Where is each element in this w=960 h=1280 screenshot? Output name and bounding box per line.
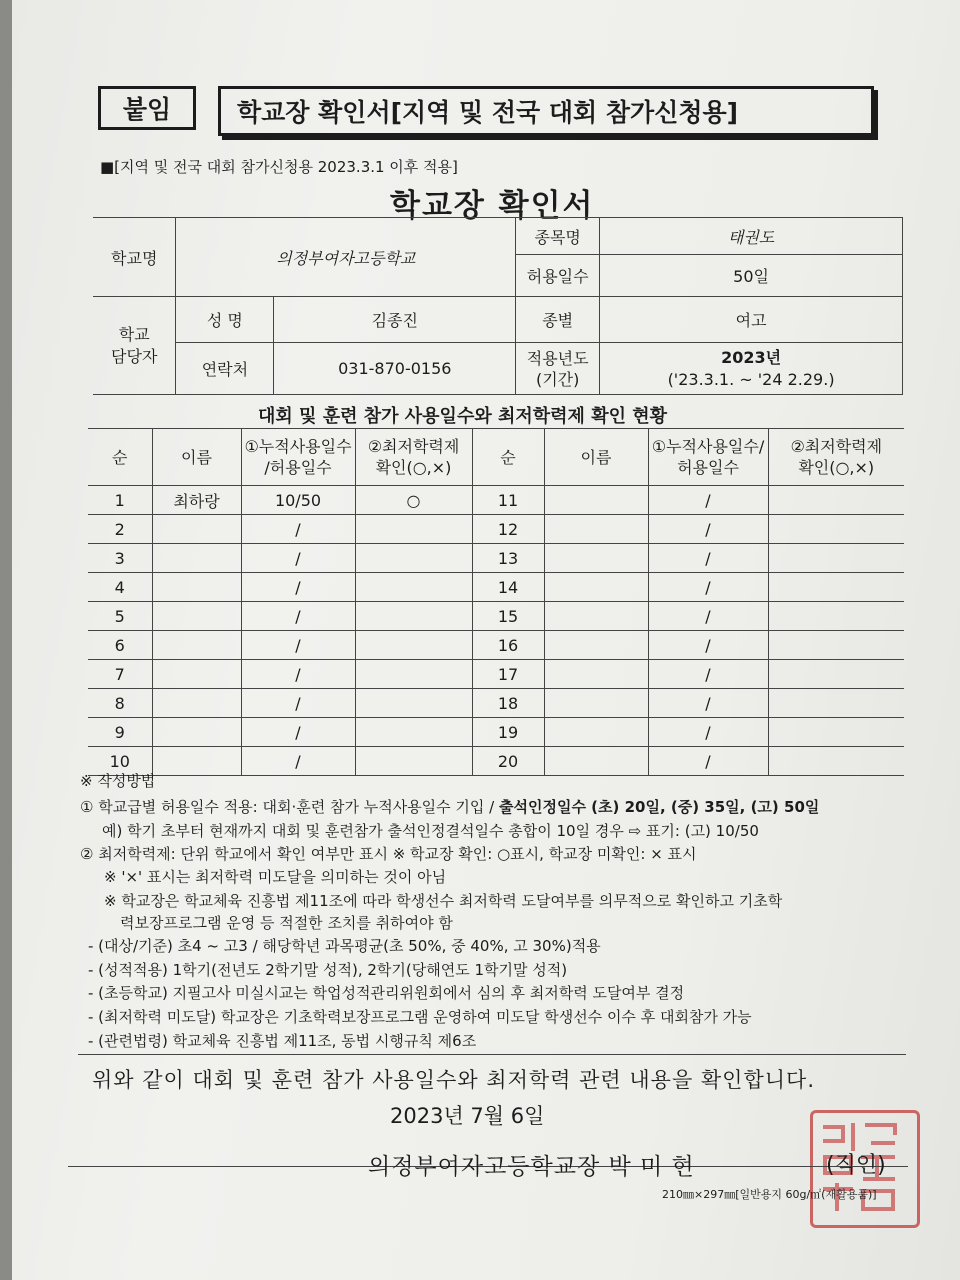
year-value — [600, 343, 903, 395]
seal-label: (직인) — [826, 1153, 886, 1178]
header-check-left-line1: ②최저학력제 — [367, 437, 460, 456]
row-name — [544, 544, 648, 573]
row-check — [768, 602, 904, 631]
row-days: / — [241, 747, 355, 776]
row-no: 4 — [88, 573, 152, 602]
header-name-left: 이름 — [152, 429, 241, 486]
row-name — [152, 544, 241, 573]
attachment-title: 학교장 확인서[지역 및 전국 대회 참가신청용] — [218, 86, 874, 136]
row-name — [152, 602, 241, 631]
applicability-note: ■[지역 및 전국 대회 참가신청용 2023.3.1 이후 적용] — [100, 158, 458, 176]
table-row — [88, 631, 904, 660]
row-no: 5 — [88, 602, 152, 631]
row-check — [768, 631, 904, 660]
attachment-label: 붙임 — [98, 86, 196, 130]
table-row — [88, 660, 904, 689]
name-value: 김종진 — [274, 297, 516, 343]
header-check-right-line2: 확인(○,×) — [798, 458, 875, 477]
instruction-line-11: - (관련법령) 학교체육 진흥법 제11조, 동법 시행규칙 제6조 — [88, 1032, 477, 1050]
document-title: 학교장 확인서 — [390, 188, 595, 224]
row-name — [544, 486, 648, 515]
row-days: / — [241, 544, 355, 573]
row-days: / — [241, 631, 355, 660]
paper-spec: 210㎜×297㎜[일반용지 60g/㎡(재활용품)] — [662, 1188, 877, 1201]
instruction-line-8: - (성적적용) 1학기(전년도 2학기말 성적), 2학기(당해연도 1학기말 성적) — [88, 961, 568, 979]
category-value: 여고 — [600, 297, 903, 343]
row-days: / — [241, 602, 355, 631]
year-label — [516, 343, 600, 395]
header-check-left-line2: 확인(○,×) — [375, 458, 452, 477]
row-name — [544, 573, 648, 602]
row-days: / — [648, 486, 768, 515]
manager-label-line1: 학교 — [118, 324, 150, 344]
row-days: / — [241, 660, 355, 689]
category-label: 종별 — [516, 297, 600, 343]
header-days-left — [241, 429, 355, 486]
row-name — [152, 660, 241, 689]
row-check — [768, 747, 904, 776]
participation-table — [88, 428, 904, 776]
instruction-line-10: - (최저학력 미도달) 학교장은 기초학력보장프로그램 운영하여 미도달 학생선수 이수 후 대회참가 가능 — [88, 1008, 752, 1026]
row-days: / — [648, 515, 768, 544]
row-no: 1 — [88, 486, 152, 515]
row-name — [152, 747, 241, 776]
row-check — [768, 515, 904, 544]
row-no: 15 — [472, 602, 544, 631]
table-row — [88, 486, 904, 515]
row-check — [355, 689, 472, 718]
row-no: 12 — [472, 515, 544, 544]
confirmation-statement: 위와 같이 대회 및 훈련 참가 사용일수와 최저학력 관련 내용을 확인합니다. — [92, 1068, 816, 1092]
header-days-right-line1: ①누적사용일수/ — [651, 437, 765, 456]
instruction-line-4: ※ '×' 표시는 최저학력 미도달을 의미하는 것이 아님 — [104, 868, 447, 886]
table-row — [88, 544, 904, 573]
school-name-value: 의정부여자고등학교 — [176, 218, 516, 297]
instruction-line-9: - (초등학교) 지필고사 미실시교는 학업성적관리위원회에서 심의 후 최저학력 도달여부 결정 — [88, 984, 685, 1002]
row-days: / — [648, 602, 768, 631]
row-days: / — [648, 747, 768, 776]
row-name — [544, 515, 648, 544]
contact-value: 031-870-0156 — [274, 343, 516, 395]
row-no: 8 — [88, 689, 152, 718]
name-label: 성 명 — [176, 297, 274, 343]
row-no: 6 — [88, 631, 152, 660]
row-no: 16 — [472, 631, 544, 660]
row-check — [355, 631, 472, 660]
row-check — [355, 515, 472, 544]
header-days-left-line2: /허용일수 — [264, 458, 332, 477]
row-no: 17 — [472, 660, 544, 689]
header-check-left — [355, 429, 472, 486]
sport-label: 종목명 — [516, 218, 600, 255]
header-days-right-line2: 허용일수 — [677, 458, 739, 477]
row-name: 최하랑 — [152, 486, 241, 515]
row-name — [544, 718, 648, 747]
row-no: 18 — [472, 689, 544, 718]
row-days: / — [241, 515, 355, 544]
row-days: / — [241, 689, 355, 718]
allowed-days-label: 허용일수 — [516, 255, 600, 297]
row-no: 19 — [472, 718, 544, 747]
instruction-line-7: - (대상/기준) 초4 ~ 고3 / 해당학년 과목평균(초 50%, 중 40%, 고 30%)적용 — [88, 937, 601, 955]
header-check-right-line1: ②최저학력제 — [790, 437, 883, 456]
row-check — [768, 689, 904, 718]
principal-signature: 의정부여자고등학교장 박 미 현 — [368, 1154, 695, 1180]
header-name-right: 이름 — [544, 429, 648, 486]
row-no: 10 — [88, 747, 152, 776]
header-no-left: 순 — [88, 429, 152, 486]
table-row — [88, 747, 904, 776]
row-check: ○ — [355, 486, 472, 515]
instruction-line-1 — [80, 796, 819, 817]
row-no: 11 — [472, 486, 544, 515]
manager-label-line2: 담당자 — [111, 346, 158, 366]
row-check — [768, 486, 904, 515]
year-label-line1: 적용년도 — [526, 348, 589, 368]
instruction-line-3: ② 최저학력제: 단위 학교에서 확인 여부만 표시 ※ 학교장 확인: ○표시, 학교장 미확인: × 표시 — [80, 845, 697, 863]
row-days: / — [648, 631, 768, 660]
manager-label — [93, 297, 176, 395]
instruction-line-2: 예) 학기 초부터 현재까지 대회 및 훈련참가 출석인정결석일수 총합이 10일 경우 ⇨ 표기: (고) 10/50 — [102, 822, 759, 840]
contact-label: 연락처 — [176, 343, 274, 395]
row-days: / — [648, 544, 768, 573]
row-check — [355, 544, 472, 573]
row-days: / — [648, 573, 768, 602]
row-name — [544, 747, 648, 776]
instruction-line-1a: ① 학교급별 허용일수 적용: 대회·훈련 참가 누적사용일수 기입 / — [80, 798, 499, 816]
header-no-right: 순 — [472, 429, 544, 486]
row-name — [152, 515, 241, 544]
row-days: / — [648, 689, 768, 718]
row-check — [355, 747, 472, 776]
table-row — [88, 515, 904, 544]
row-no: 9 — [88, 718, 152, 747]
row-days: 10/50 — [241, 486, 355, 515]
table-row — [88, 573, 904, 602]
row-no: 3 — [88, 544, 152, 573]
section-divider — [78, 1054, 906, 1055]
row-name — [152, 718, 241, 747]
header-days-left-line1: ①누적사용일수 — [244, 437, 352, 456]
row-check — [355, 660, 472, 689]
row-name — [152, 573, 241, 602]
row-check — [355, 573, 472, 602]
row-name — [544, 689, 648, 718]
row-name — [544, 602, 648, 631]
table-row — [88, 718, 904, 747]
header-days-right — [648, 429, 768, 486]
row-no: 2 — [88, 515, 152, 544]
row-no: 13 — [472, 544, 544, 573]
issue-date: 2023년 7월 6일 — [390, 1104, 545, 1128]
table-row — [88, 689, 904, 718]
row-days: / — [648, 660, 768, 689]
row-name — [152, 689, 241, 718]
instruction-line-5: ※ 학교장은 학교체육 진흥법 제11조에 따라 학생선수 최저학력 도달여부를 의무적으로 확인하고 기초학 — [104, 892, 783, 910]
row-check — [355, 718, 472, 747]
school-name-label: 학교명 — [93, 218, 176, 297]
instruction-line-6: 력보장프로그램 운영 등 적절한 조치를 취하여야 함 — [120, 914, 453, 932]
row-no: 20 — [472, 747, 544, 776]
allowed-days-value: 50일 — [600, 255, 903, 297]
row-days: / — [648, 718, 768, 747]
sport-value: 태권도 — [600, 218, 903, 255]
row-no: 14 — [472, 573, 544, 602]
table-row — [88, 602, 904, 631]
period-text: ('23.3.1. ~ '24 2.29.) — [667, 369, 835, 389]
header-check-right — [768, 429, 904, 486]
row-check — [355, 602, 472, 631]
row-check — [768, 660, 904, 689]
row-check — [768, 718, 904, 747]
row-check — [768, 573, 904, 602]
row-days: / — [241, 718, 355, 747]
row-name — [152, 631, 241, 660]
row-name — [544, 660, 648, 689]
instruction-line-1b: 출석인정일수 (초) 20일, (중) 35일, (고) 50일 — [499, 798, 820, 816]
year-text: 2023년 — [721, 347, 782, 367]
row-name — [544, 631, 648, 660]
row-check — [768, 544, 904, 573]
school-info-table — [93, 217, 903, 395]
usage-status-title: 대회 및 훈련 참가 사용일수와 최저학력제 확인 현황 — [258, 406, 668, 427]
year-label-line2: (기간) — [535, 369, 580, 389]
instructions-heading: ※ 작성방법 — [80, 772, 156, 790]
row-no: 7 — [88, 660, 152, 689]
row-days: / — [241, 573, 355, 602]
